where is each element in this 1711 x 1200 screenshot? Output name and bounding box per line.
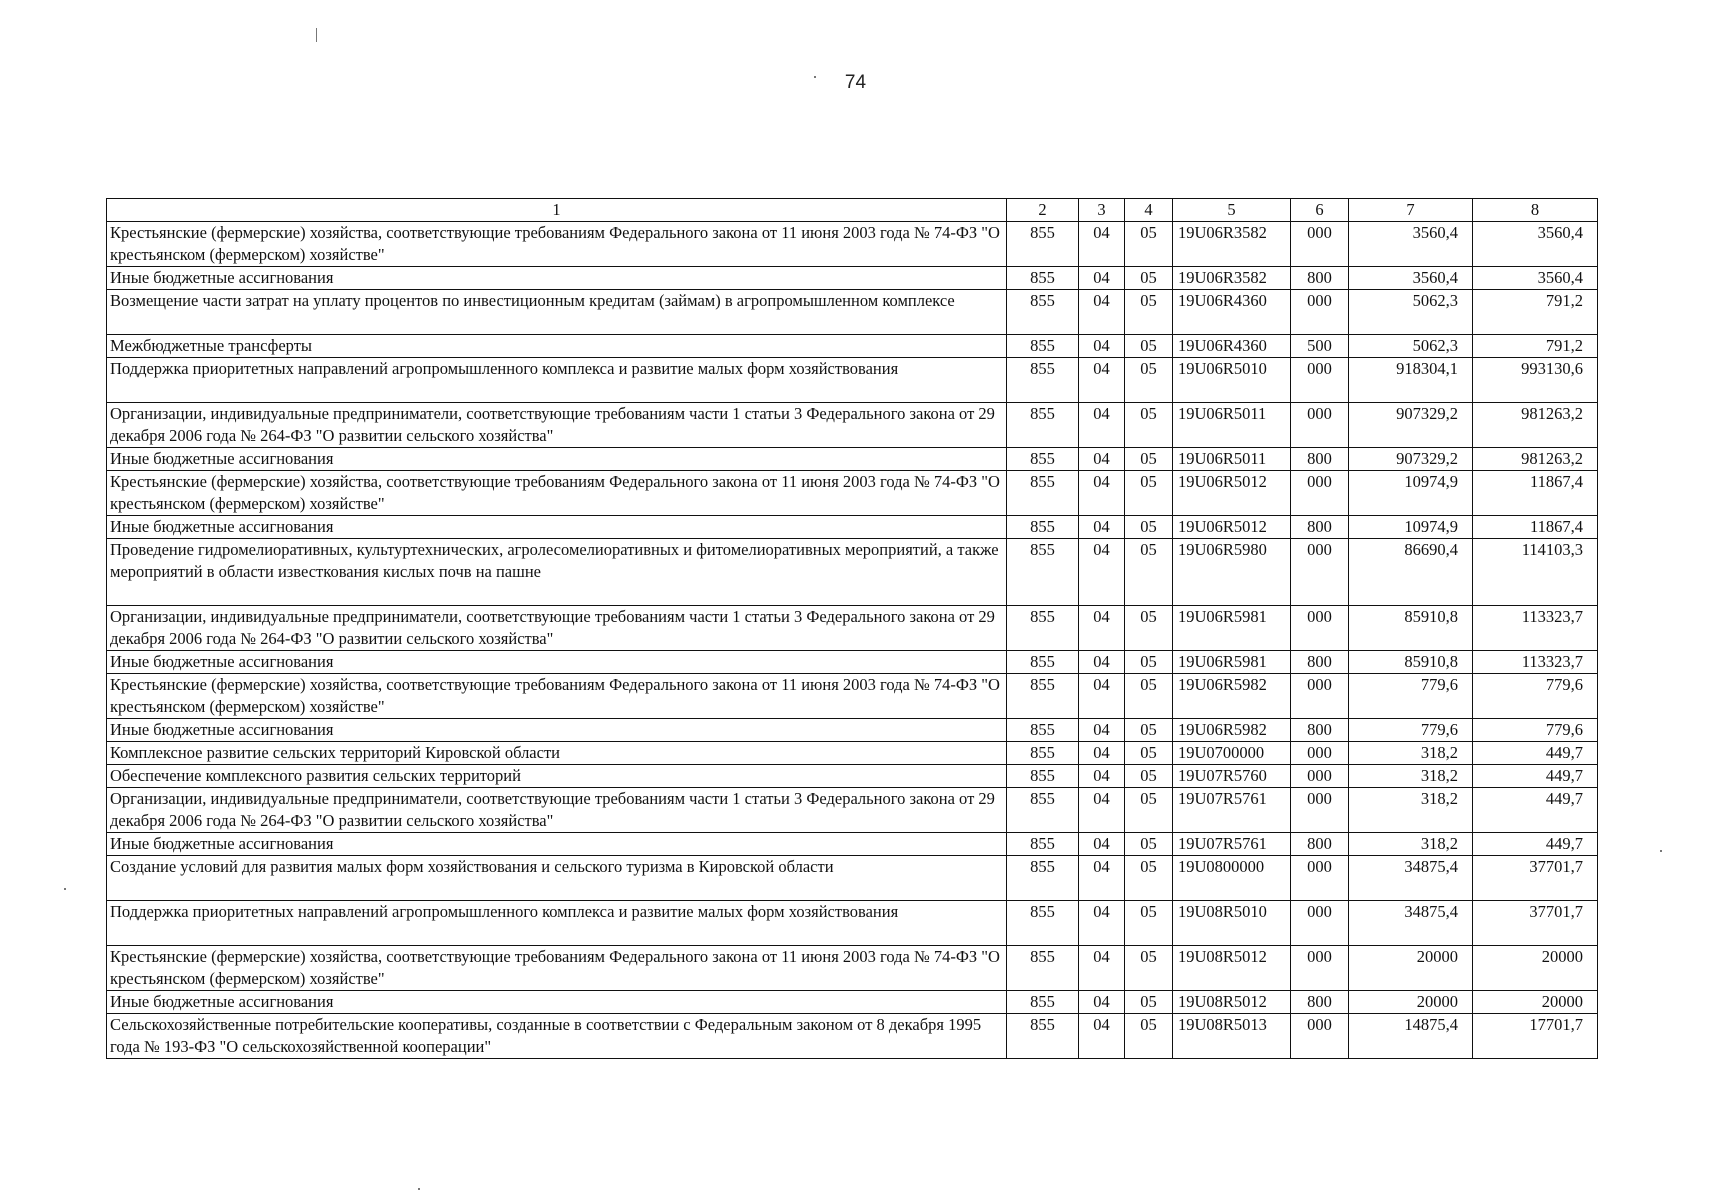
item-name-cell: Иные бюджетные ассигнования [107, 719, 1007, 742]
table-row [107, 651, 1598, 674]
target-article-cell: 19U06R5010 [1173, 358, 1291, 403]
expense-type-cell: 500 [1291, 335, 1349, 358]
amount-year1-cell: 20000 [1349, 946, 1473, 991]
expense-type-cell: 000 [1291, 901, 1349, 946]
expense-type-cell: 800 [1291, 448, 1349, 471]
table-row [107, 335, 1598, 358]
subsection-code-cell: 05 [1125, 674, 1173, 719]
expense-type-cell: 000 [1291, 358, 1349, 403]
amount-year1-cell: 86690,4 [1349, 539, 1473, 606]
col-header: 4 [1125, 199, 1173, 222]
table-row [107, 471, 1598, 516]
subsection-code-cell: 05 [1125, 946, 1173, 991]
expense-type-cell: 000 [1291, 403, 1349, 448]
amount-year2-cell: 791,2 [1473, 290, 1598, 335]
expense-type-cell: 000 [1291, 742, 1349, 765]
expense-type-cell: 000 [1291, 606, 1349, 651]
expense-type-cell: 000 [1291, 539, 1349, 606]
target-article-cell: 19U06R5011 [1173, 448, 1291, 471]
ministry-code-cell: 855 [1007, 539, 1079, 606]
ministry-code-cell: 855 [1007, 901, 1079, 946]
item-name-cell: Крестьянские (фермерские) хозяйства, соответствующие требованиям Федерального закона от 11 июня 2003 года № 74-ФЗ "О крестьянском (фермерском) хозяйстве" [107, 674, 1007, 719]
subsection-code-cell: 05 [1125, 856, 1173, 901]
subsection-code-cell: 05 [1125, 991, 1173, 1014]
amount-year2-cell: 449,7 [1473, 742, 1598, 765]
table-row [107, 765, 1598, 788]
subsection-code-cell: 05 [1125, 403, 1173, 448]
ministry-code-cell: 855 [1007, 742, 1079, 765]
expense-type-cell: 000 [1291, 1014, 1349, 1059]
table-row [107, 516, 1598, 539]
col-header: 2 [1007, 199, 1079, 222]
amount-year1-cell: 10974,9 [1349, 516, 1473, 539]
subsection-code-cell: 05 [1125, 358, 1173, 403]
table-row [107, 358, 1598, 403]
section-code-cell: 04 [1079, 788, 1125, 833]
table-row [107, 788, 1598, 833]
table-row [107, 901, 1598, 946]
table-row [107, 448, 1598, 471]
target-article-cell: 19U08R5012 [1173, 991, 1291, 1014]
table-row [107, 222, 1598, 267]
amount-year1-cell: 14875,4 [1349, 1014, 1473, 1059]
amount-year1-cell: 318,2 [1349, 765, 1473, 788]
item-name-cell: Сельскохозяйственные потребительские кооперативы, созданные в соответствии с Федеральным законом от 8 декабря 1995 года № 193-ФЗ "О сельскохозяйственной кооперации" [107, 1014, 1007, 1059]
subsection-code-cell: 05 [1125, 448, 1173, 471]
table-row [107, 833, 1598, 856]
item-name-cell: Иные бюджетные ассигнования [107, 448, 1007, 471]
budget-table [106, 198, 1598, 1059]
amount-year2-cell: 113323,7 [1473, 651, 1598, 674]
subsection-code-cell: 05 [1125, 788, 1173, 833]
amount-year2-cell: 981263,2 [1473, 448, 1598, 471]
table-row [107, 606, 1598, 651]
ministry-code-cell: 855 [1007, 991, 1079, 1014]
ministry-code-cell: 855 [1007, 335, 1079, 358]
amount-year2-cell: 37701,7 [1473, 856, 1598, 901]
ministry-code-cell: 855 [1007, 448, 1079, 471]
amount-year2-cell: 37701,7 [1473, 901, 1598, 946]
expense-type-cell: 000 [1291, 788, 1349, 833]
section-code-cell: 04 [1079, 539, 1125, 606]
ministry-code-cell: 855 [1007, 856, 1079, 901]
ministry-code-cell: 855 [1007, 651, 1079, 674]
table-row [107, 946, 1598, 991]
amount-year2-cell: 449,7 [1473, 765, 1598, 788]
subsection-code-cell: 05 [1125, 901, 1173, 946]
section-code-cell: 04 [1079, 1014, 1125, 1059]
expense-type-cell: 800 [1291, 719, 1349, 742]
amount-year2-cell: 3560,4 [1473, 267, 1598, 290]
col-header: 7 [1349, 199, 1473, 222]
subsection-code-cell: 05 [1125, 290, 1173, 335]
section-code-cell: 04 [1079, 719, 1125, 742]
item-name-cell: Организации, индивидуальные предприниматели, соответствующие требованиям части 1 статьи 3 Федерального закона от 29 декабря 2006 года № 264-ФЗ "О развитии сельского хозяйства" [107, 606, 1007, 651]
col-header: 6 [1291, 199, 1349, 222]
amount-year1-cell: 918304,1 [1349, 358, 1473, 403]
target-article-cell: 19U06R5011 [1173, 403, 1291, 448]
ministry-code-cell: 855 [1007, 946, 1079, 991]
table-row [107, 719, 1598, 742]
amount-year2-cell: 449,7 [1473, 833, 1598, 856]
target-article-cell: 19U06R5982 [1173, 719, 1291, 742]
ministry-code-cell: 855 [1007, 290, 1079, 335]
ministry-code-cell: 855 [1007, 674, 1079, 719]
amount-year2-cell: 11867,4 [1473, 471, 1598, 516]
section-code-cell: 04 [1079, 991, 1125, 1014]
amount-year2-cell: 20000 [1473, 946, 1598, 991]
expense-type-cell: 000 [1291, 674, 1349, 719]
scan-speck [64, 888, 66, 890]
amount-year1-cell: 10974,9 [1349, 471, 1473, 516]
item-name-cell: Крестьянские (фермерские) хозяйства, соответствующие требованиям Федерального закона от 11 июня 2003 года № 74-ФЗ "О крестьянском (фермерском) хозяйстве" [107, 222, 1007, 267]
section-code-cell: 04 [1079, 742, 1125, 765]
ministry-code-cell: 855 [1007, 471, 1079, 516]
expense-type-cell: 000 [1291, 222, 1349, 267]
item-name-cell: Крестьянские (фермерские) хозяйства, соответствующие требованиям Федерального закона от 11 июня 2003 года № 74-ФЗ "О крестьянском (фермерском) хозяйстве" [107, 471, 1007, 516]
amount-year2-cell: 981263,2 [1473, 403, 1598, 448]
target-article-cell: 19U06R5012 [1173, 471, 1291, 516]
ministry-code-cell: 855 [1007, 833, 1079, 856]
item-name-cell: Иные бюджетные ассигнования [107, 516, 1007, 539]
expense-type-cell: 800 [1291, 267, 1349, 290]
amount-year1-cell: 85910,8 [1349, 651, 1473, 674]
amount-year1-cell: 5062,3 [1349, 290, 1473, 335]
table-row [107, 856, 1598, 901]
ministry-code-cell: 855 [1007, 765, 1079, 788]
amount-year2-cell: 791,2 [1473, 335, 1598, 358]
target-article-cell: 19U07R5761 [1173, 788, 1291, 833]
amount-year1-cell: 779,6 [1349, 719, 1473, 742]
expense-type-cell: 800 [1291, 991, 1349, 1014]
scan-speck [1660, 850, 1662, 852]
item-name-cell: Иные бюджетные ассигнования [107, 651, 1007, 674]
target-article-cell: 19U06R5981 [1173, 651, 1291, 674]
amount-year2-cell: 449,7 [1473, 788, 1598, 833]
scan-speck [418, 1188, 420, 1190]
amount-year1-cell: 20000 [1349, 991, 1473, 1014]
section-code-cell: 04 [1079, 651, 1125, 674]
table-row [107, 290, 1598, 335]
ministry-code-cell: 855 [1007, 1014, 1079, 1059]
section-code-cell: 04 [1079, 856, 1125, 901]
target-article-cell: 19U08R5013 [1173, 1014, 1291, 1059]
item-name-cell: Комплексное развитие сельских территорий Кировской области [107, 742, 1007, 765]
target-article-cell: 19U06R3582 [1173, 222, 1291, 267]
item-name-cell: Межбюджетные трансферты [107, 335, 1007, 358]
item-name-cell: Поддержка приоритетных направлений агропромышленного комплекса и развитие малых форм хозяйствования [107, 358, 1007, 403]
subsection-code-cell: 05 [1125, 335, 1173, 358]
section-code-cell: 04 [1079, 222, 1125, 267]
table-row [107, 674, 1598, 719]
expense-type-cell: 000 [1291, 471, 1349, 516]
ministry-code-cell: 855 [1007, 222, 1079, 267]
subsection-code-cell: 05 [1125, 516, 1173, 539]
amount-year1-cell: 34875,4 [1349, 856, 1473, 901]
table-body [107, 222, 1598, 1059]
expense-type-cell: 800 [1291, 833, 1349, 856]
amount-year2-cell: 17701,7 [1473, 1014, 1598, 1059]
amount-year2-cell: 11867,4 [1473, 516, 1598, 539]
amount-year1-cell: 318,2 [1349, 788, 1473, 833]
ministry-code-cell: 855 [1007, 606, 1079, 651]
target-article-cell: 19U06R5012 [1173, 516, 1291, 539]
section-code-cell: 04 [1079, 448, 1125, 471]
ministry-code-cell: 855 [1007, 403, 1079, 448]
amount-year2-cell: 993130,6 [1473, 358, 1598, 403]
subsection-code-cell: 05 [1125, 742, 1173, 765]
item-name-cell: Создание условий для развития малых форм хозяйствования и сельского туризма в Кировской области [107, 856, 1007, 901]
amount-year1-cell: 3560,4 [1349, 222, 1473, 267]
ministry-code-cell: 855 [1007, 719, 1079, 742]
amount-year1-cell: 318,2 [1349, 742, 1473, 765]
amount-year2-cell: 779,6 [1473, 674, 1598, 719]
section-code-cell: 04 [1079, 290, 1125, 335]
table-row [107, 403, 1598, 448]
subsection-code-cell: 05 [1125, 539, 1173, 606]
item-name-cell: Иные бюджетные ассигнования [107, 991, 1007, 1014]
table-row [107, 539, 1598, 606]
target-article-cell: 19U08R5012 [1173, 946, 1291, 991]
col-header: 8 [1473, 199, 1598, 222]
subsection-code-cell: 05 [1125, 471, 1173, 516]
target-article-cell: 19U06R5980 [1173, 539, 1291, 606]
section-code-cell: 04 [1079, 471, 1125, 516]
item-name-cell: Возмещение части затрат на уплату процентов по инвестиционным кредитам (займам) в агропромышленном комплексе [107, 290, 1007, 335]
col-header: 3 [1079, 199, 1125, 222]
target-article-cell: 19U0700000 [1173, 742, 1291, 765]
amount-year1-cell: 85910,8 [1349, 606, 1473, 651]
target-article-cell: 19U06R4360 [1173, 335, 1291, 358]
item-name-cell: Крестьянские (фермерские) хозяйства, соответствующие требованиям Федерального закона от 11 июня 2003 года № 74-ФЗ "О крестьянском (фермерском) хозяйстве" [107, 946, 1007, 991]
item-name-cell: Обеспечение комплексного развития сельских территорий [107, 765, 1007, 788]
subsection-code-cell: 05 [1125, 651, 1173, 674]
amount-year2-cell: 3560,4 [1473, 222, 1598, 267]
expense-type-cell: 000 [1291, 765, 1349, 788]
amount-year1-cell: 34875,4 [1349, 901, 1473, 946]
section-code-cell: 04 [1079, 946, 1125, 991]
table-row [107, 991, 1598, 1014]
expense-type-cell: 000 [1291, 856, 1349, 901]
target-article-cell: 19U06R3582 [1173, 267, 1291, 290]
section-code-cell: 04 [1079, 335, 1125, 358]
ministry-code-cell: 855 [1007, 358, 1079, 403]
scan-speck [316, 28, 317, 42]
amount-year2-cell: 114103,3 [1473, 539, 1598, 606]
item-name-cell: Организации, индивидуальные предприниматели, соответствующие требованиям части 1 статьи 3 Федерального закона от 29 декабря 2006 года № 264-ФЗ "О развитии сельского хозяйства" [107, 788, 1007, 833]
expense-type-cell: 800 [1291, 516, 1349, 539]
amount-year1-cell: 5062,3 [1349, 335, 1473, 358]
subsection-code-cell: 05 [1125, 765, 1173, 788]
ministry-code-cell: 855 [1007, 788, 1079, 833]
section-code-cell: 04 [1079, 267, 1125, 290]
amount-year1-cell: 907329,2 [1349, 448, 1473, 471]
section-code-cell: 04 [1079, 358, 1125, 403]
page-number: 74 [844, 72, 867, 93]
target-article-cell: 19U0800000 [1173, 856, 1291, 901]
section-code-cell: 04 [1079, 403, 1125, 448]
table-row [107, 742, 1598, 765]
section-code-cell: 04 [1079, 606, 1125, 651]
target-article-cell: 19U06R5981 [1173, 606, 1291, 651]
amount-year2-cell: 113323,7 [1473, 606, 1598, 651]
amount-year1-cell: 3560,4 [1349, 267, 1473, 290]
section-code-cell: 04 [1079, 833, 1125, 856]
item-name-cell: Организации, индивидуальные предприниматели, соответствующие требованиям части 1 статьи 3 Федерального закона от 29 декабря 2006 года № 264-ФЗ "О развитии сельского хозяйства" [107, 403, 1007, 448]
expense-type-cell: 000 [1291, 290, 1349, 335]
expense-type-cell: 800 [1291, 651, 1349, 674]
ministry-code-cell: 855 [1007, 267, 1079, 290]
subsection-code-cell: 05 [1125, 222, 1173, 267]
ministry-code-cell: 855 [1007, 516, 1079, 539]
item-name-cell: Иные бюджетные ассигнования [107, 833, 1007, 856]
scan-speck [814, 76, 816, 78]
table-header-row [107, 199, 1598, 222]
amount-year1-cell: 779,6 [1349, 674, 1473, 719]
target-article-cell: 19U07R5761 [1173, 833, 1291, 856]
subsection-code-cell: 05 [1125, 1014, 1173, 1059]
subsection-code-cell: 05 [1125, 267, 1173, 290]
target-article-cell: 19U07R5760 [1173, 765, 1291, 788]
table-row [107, 1014, 1598, 1059]
target-article-cell: 19U06R5982 [1173, 674, 1291, 719]
col-header: 1 [107, 199, 1007, 222]
section-code-cell: 04 [1079, 674, 1125, 719]
section-code-cell: 04 [1079, 765, 1125, 788]
target-article-cell: 19U08R5010 [1173, 901, 1291, 946]
amount-year1-cell: 318,2 [1349, 833, 1473, 856]
amount-year2-cell: 20000 [1473, 991, 1598, 1014]
subsection-code-cell: 05 [1125, 719, 1173, 742]
col-header: 5 [1173, 199, 1291, 222]
amount-year1-cell: 907329,2 [1349, 403, 1473, 448]
section-code-cell: 04 [1079, 516, 1125, 539]
target-article-cell: 19U06R4360 [1173, 290, 1291, 335]
item-name-cell: Проведение гидромелиоративных, культуртехнических, агролесомелиоративных и фитомелиоративных мероприятий, а также мероприятий в области известкования кислых почв на пашне [107, 539, 1007, 606]
subsection-code-cell: 05 [1125, 833, 1173, 856]
expense-type-cell: 000 [1291, 946, 1349, 991]
subsection-code-cell: 05 [1125, 606, 1173, 651]
item-name-cell: Поддержка приоритетных направлений агропромышленного комплекса и развитие малых форм хозяйствования [107, 901, 1007, 946]
amount-year2-cell: 779,6 [1473, 719, 1598, 742]
section-code-cell: 04 [1079, 901, 1125, 946]
table-row [107, 267, 1598, 290]
item-name-cell: Иные бюджетные ассигнования [107, 267, 1007, 290]
